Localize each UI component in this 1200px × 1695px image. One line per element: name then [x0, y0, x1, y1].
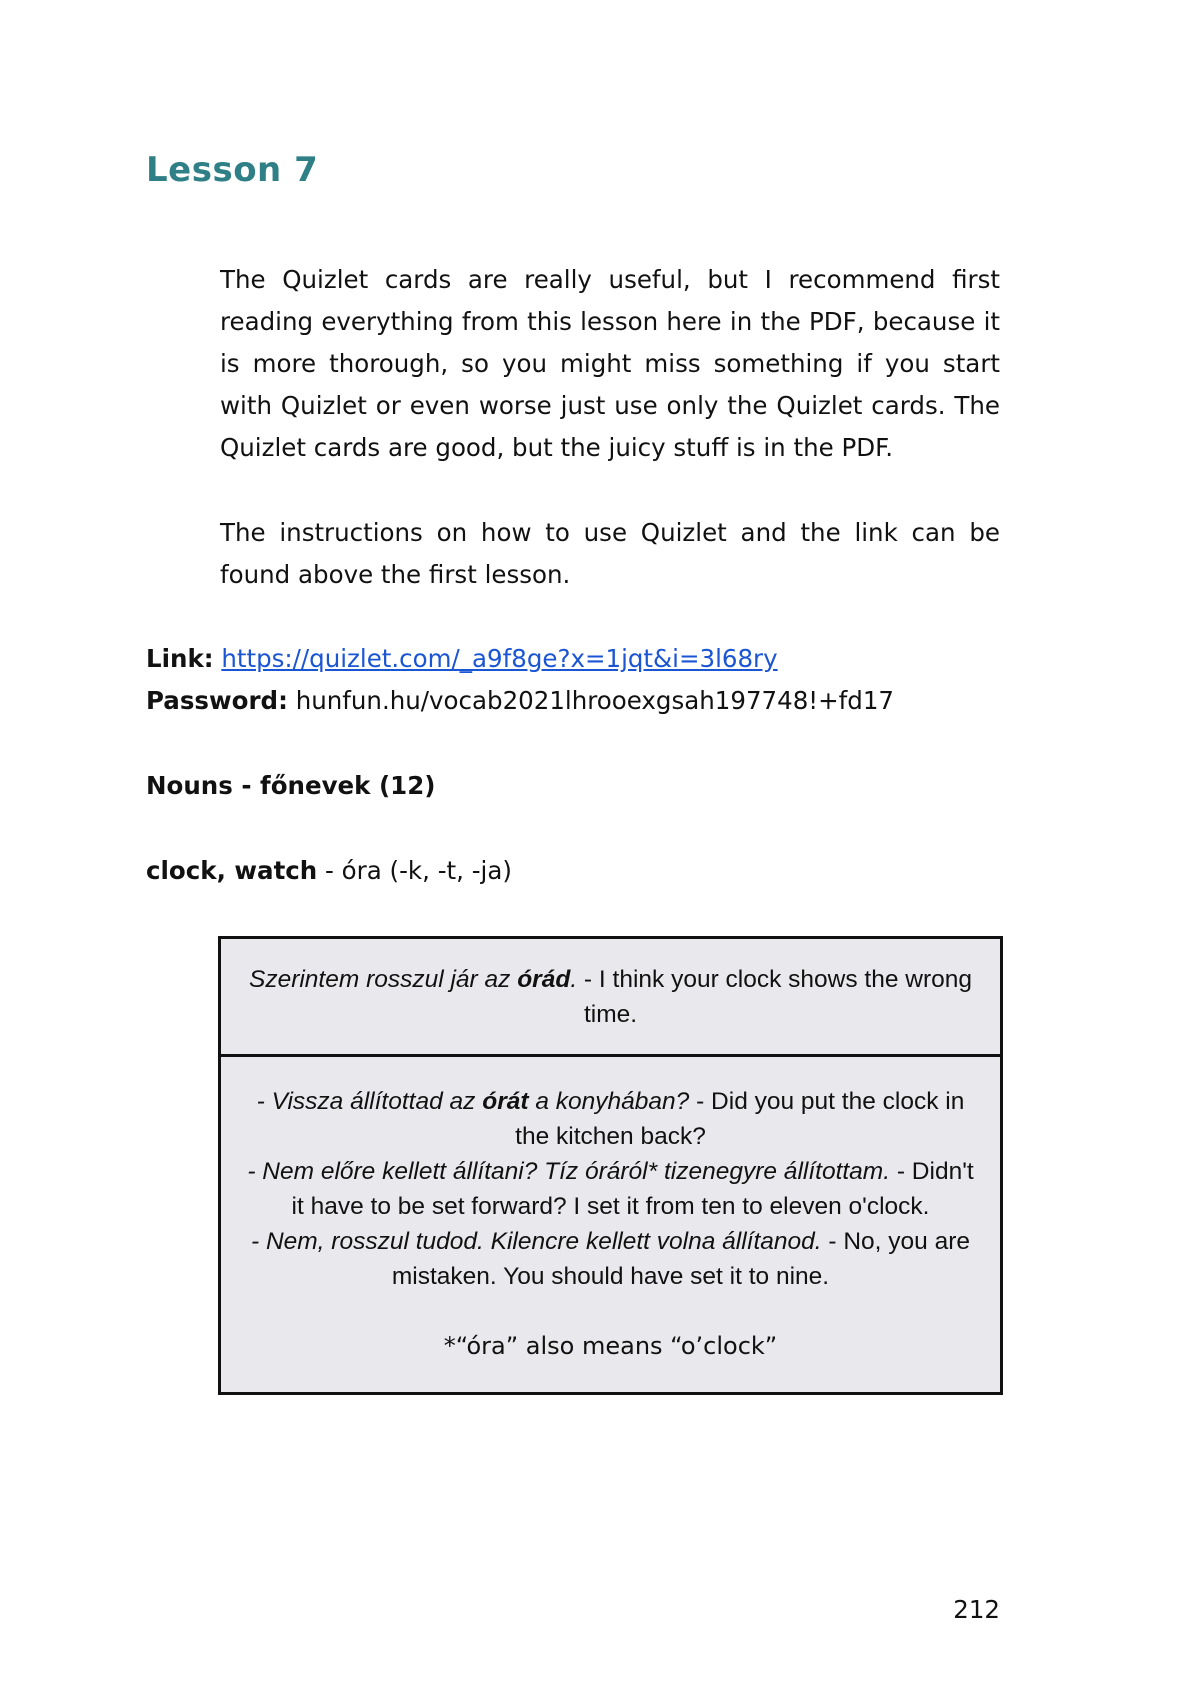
dialogue-1-hungarian: [257, 1088, 690, 1115]
example-1-english: - I think your clock shows the wrong time.: [577, 966, 973, 1028]
quizlet-link[interactable]: https://quizlet.com/_a9f8ge?x=1jqt&i=3l68ry: [221, 644, 778, 673]
footnote: *“óra” also means “o’clock”: [443, 1332, 778, 1360]
example-1-hungarian: [249, 966, 577, 993]
dialogue-line-1: [245, 1084, 976, 1154]
example-1-hu-text: Szerintem rosszul jár az: [248, 966, 518, 993]
example-row-2: [221, 1057, 1000, 1392]
dialogue-1-hu-end: a konyhában?: [528, 1088, 690, 1115]
dialogue-line-3: [245, 1224, 976, 1294]
password-line: [146, 680, 894, 722]
vocab-term: clock, watch: [146, 856, 318, 885]
dialogue-1-english: - Did you put the clock in the kitchen back?: [515, 1088, 965, 1150]
example-1-hu-end: .: [570, 966, 578, 993]
section-heading-nouns: Nouns - főnevek (12): [146, 771, 436, 800]
link-label: Link:: [146, 644, 214, 673]
password-label: Password:: [146, 686, 288, 715]
dialogue-1-hu-highlight: órát: [482, 1088, 529, 1115]
example-sentences-box: [218, 936, 1003, 1395]
example-row-1: [221, 939, 1000, 1057]
password-value: hunfun.hu/vocab2021lhrooexgsah197748!+fd17: [295, 686, 894, 715]
dialogue-line-2: [245, 1154, 976, 1224]
example-1-hu-highlight: órád: [517, 966, 571, 993]
link-line: [146, 638, 778, 680]
dialogue-1-hu-text: - Vissza állítottad az: [256, 1088, 483, 1115]
page-number: 212: [953, 1595, 1000, 1624]
vocab-entry: [146, 850, 512, 892]
vocab-definition: - óra (-k, -t, -ja): [317, 856, 512, 885]
dialogue-2-hungarian: - Nem előre kellett állítani? Tíz óráról* tizenegyre állítottam.: [247, 1158, 891, 1185]
intro-paragraph-quizlet-recommendation: The Quizlet cards are really useful, but I recommend first reading everything from this lesson here in the PDF, because it is more thorough, so you might miss something if you start with Quizlet or even worse just use only the Quizlet cards. The Quizlet cards are good, but the juicy stuff is in the PDF.: [220, 265, 1000, 462]
dialogue-3-english: - No, you are mistaken. You should have set it to nine.: [391, 1228, 971, 1290]
dialogue-2-english: - Didn't it have to be set forward? I set it from ten to eleven o'clock.: [291, 1158, 974, 1220]
page-title: Lesson 7: [146, 150, 319, 190]
intro-paragraph-instructions: The instructions on how to use Quizlet and the link can be found above the first lesson.: [220, 518, 1000, 589]
dialogue-3-hungarian: - Nem, rosszul tudod. Kilencre kellett volna állítanod.: [250, 1228, 822, 1255]
